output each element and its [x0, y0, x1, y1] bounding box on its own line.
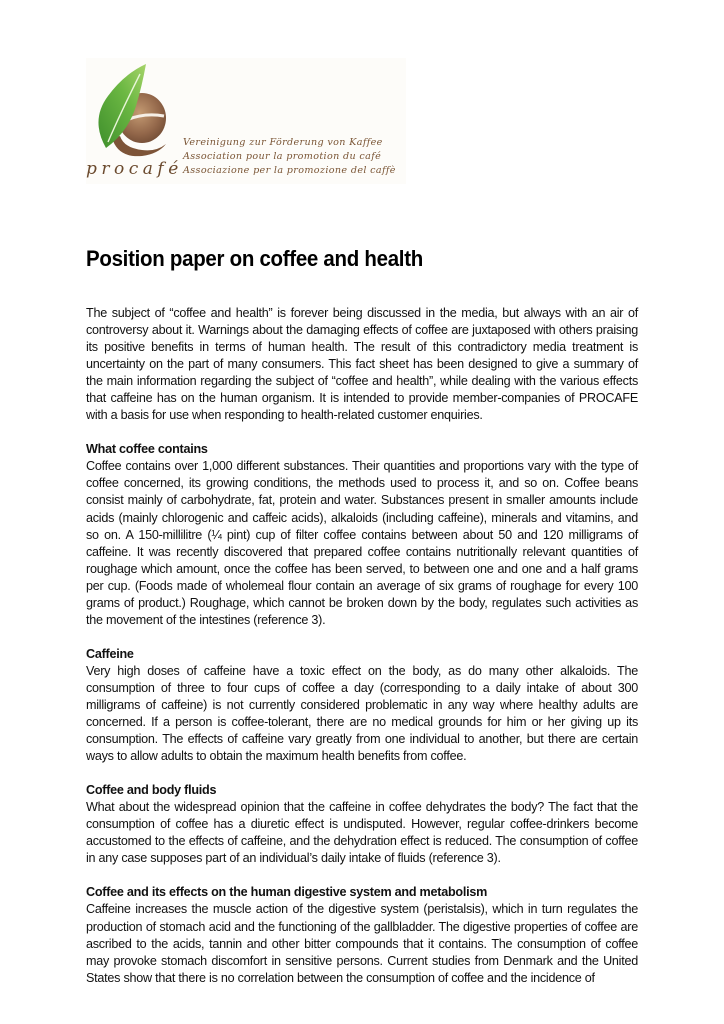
tagline-italian: Associazione per la promozione del caffè: [183, 165, 396, 176]
section-body: Coffee contains over 1,000 different substances. Their quantities and proportions vary with the type of coffee concerned, its growing conditions, the methods used to process it, and so on. Coffee beans consist mainly of carbohydrate, fat, protein and water. Substances present in smaller amounts include acids (mainly chlorogenic and caffeic acids), alkaloids (including caffeine), minerals and vitamins, and so on. A 150-millilitre (¼ pint) cup of filter coffee contains between about 50 and 120 milligrams of caffeine. It was recently discovered that prepared coffee contains nutritionally relevant quantities of roughage which amount, once the coffee has been served, to between one and one and a half grams per cup. (Foods made of wholemeal flour contain an average of six grams of roughage for every 100 grams of product.) Roughage, which cannot be broken down by the body, regulates such activities as the movement of the intestines (reference 3).: [86, 459, 638, 627]
section-heading: Coffee and body fluids: [86, 783, 217, 798]
page-title: Position paper on coffee and health: [86, 246, 423, 271]
logo-wordmark: procafé: [86, 159, 183, 179]
procafe-logo: [86, 58, 406, 184]
section-digestive-system: [86, 884, 638, 986]
section-what-coffee-contains: [86, 441, 638, 629]
intro-paragraph: The subject of “coffee and health” is forever being discussed in the media, but always with an air of controversy about it. Warnings about the damaging effects of coffee are juxtaposed with others praising its positive benefits in terms of human health. The result of this contradictory media treatment is uncertainty on the part of many consumers. This fact sheet has been designed to give a summary of the main information regarding the subject of “coffee and health”, while dealing with the various effects that caffeine has on the human organism. It is intended to provide member-companies of PROCAFE with a basis for use when responding to health-related customer enquiries.: [86, 306, 638, 423]
section-heading: Coffee and its effects on the human digestive system and metabolism: [86, 885, 488, 900]
document-body: [86, 305, 638, 987]
section-body: Caffeine increases the muscle action of the digestive system (peristalsis), which in turn regulates the production of stomach acid and the functioning of the gallbladder. The digestive properties of coffee are ascribed to the acids, tannin and other bitter compounds that it contains. The consumption of coffee may provoke stomach discomfort in sensitive persons. Current studies from Denmark and the United States show that there is no correlation between the consumption of coffee and the incidence of: [86, 902, 638, 985]
logo-taglines: [183, 136, 396, 178]
section-caffeine: [86, 646, 638, 765]
section-body: Very high doses of caffeine have a toxic effect on the body, as do many other alkaloids. The consumption of three to four cups of coffee a day (corresponding to a daily intake of about 300 milligrams of caffeine) is not currently considered problematic in any way where healthy adults are concerned. If a person is coffee-tolerant, there are no medical grounds for him or her giving up its consumption. The effects of caffeine vary greatly from one individual to another, but there are certain ways to allow adults to obtain the maximum health benefits from coffee.: [86, 663, 638, 764]
coffee-leaf-bean-icon: [92, 60, 172, 168]
section-body: What about the widespread opinion that the caffeine in coffee dehydrates the body? The fact that the consumption of coffee has a diuretic effect is undisputed. However, regular coffee-drinkers become accustomed to the effects of caffeine, and the dehydration effect is reduced. The consumption of coffee in any case supposes part of an individual’s daily intake of fluids (reference 3).: [86, 800, 638, 866]
section-heading: What coffee contains: [86, 442, 208, 457]
tagline-german: Vereinigung zur Förderung von Kaffee: [183, 137, 383, 148]
section-coffee-body-fluids: [86, 782, 638, 867]
section-heading: Caffeine: [86, 646, 134, 661]
tagline-french: Association pour la promotion du café: [183, 151, 382, 162]
